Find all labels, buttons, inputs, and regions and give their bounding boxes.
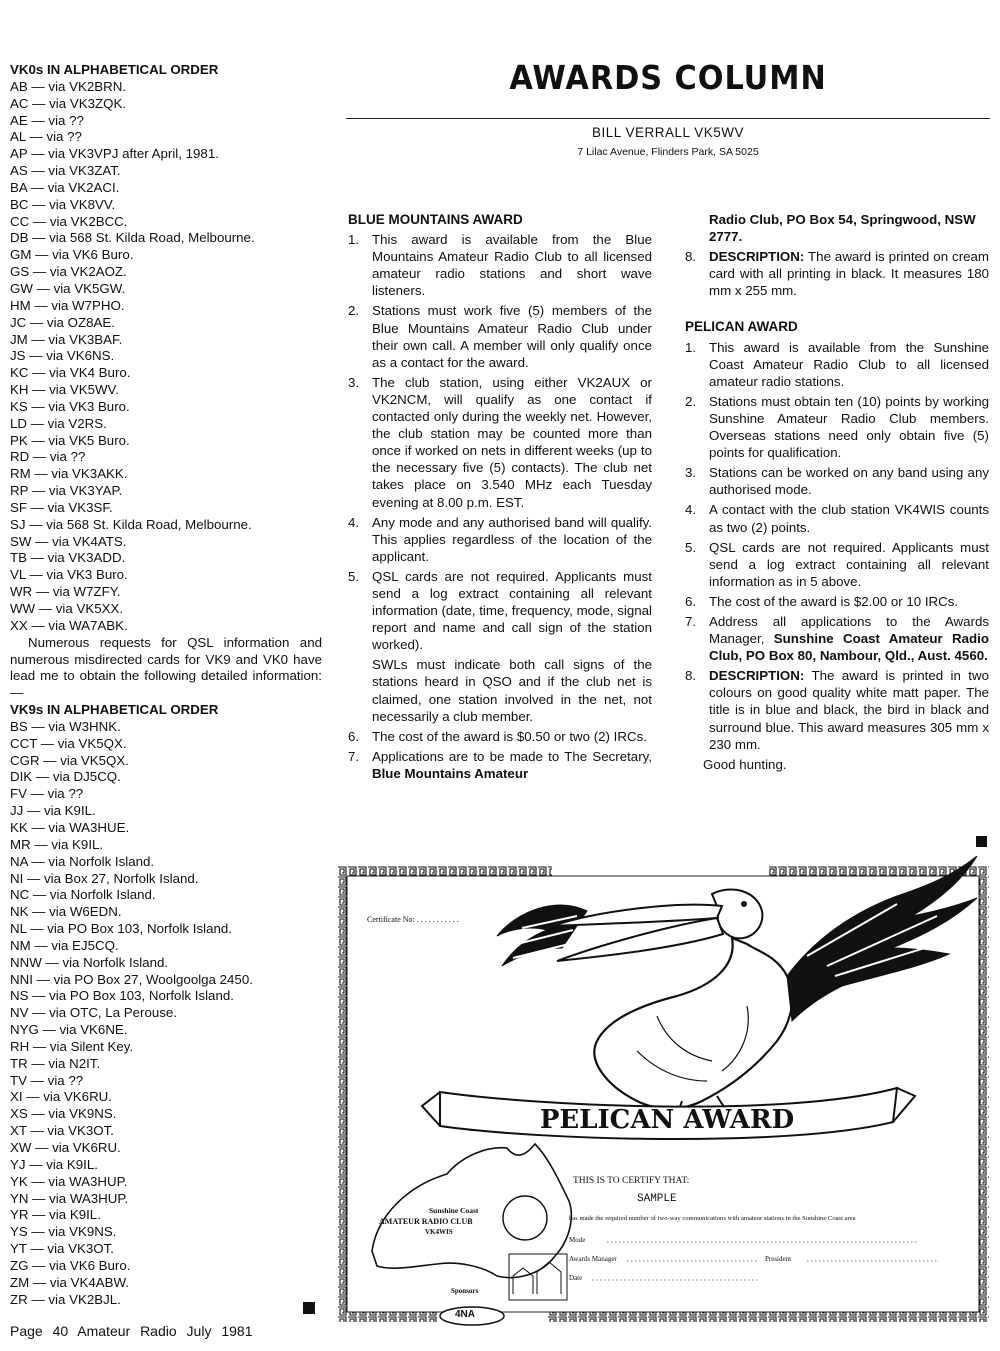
closing-line: Good hunting. — [703, 756, 787, 772]
vk0-entry: RD — via ?? — [10, 449, 86, 465]
vk9-entry: NA — via Norfolk Island. — [10, 853, 155, 869]
rule-item: 2. Stations must work five (5) members of the Blue Mountains Amateur Radio Club under their own call. A member will only qualify once as a contact for the award. — [348, 303, 652, 370]
vk9-entry: CGR — via VK5QX. — [10, 752, 129, 768]
vk9-entry: NK — via W6EDN. — [10, 904, 122, 920]
rule-item: 6. The cost of the award is $2.00 or 10 IRCs. — [685, 593, 959, 609]
rule-item: 6. The cost of the award is $0.50 or two (2) IRCs. — [348, 728, 647, 744]
vk9-entry: YR — via K9IL. — [10, 1207, 101, 1223]
vk0-entry: WR — via W7ZFY. — [10, 584, 121, 600]
rule-item: 3. Stations can be worked on any band using any authorised mode. — [685, 465, 989, 498]
vk9-entry: YN — via WA3HUP. — [10, 1190, 129, 1206]
vk0-heading: VK0s IN ALPHABETICAL ORDER — [10, 62, 219, 77]
rule-item: 4. A contact with the club station VK4WIS counts as two (2) points. — [685, 502, 989, 535]
vk9-entry: ZR — via VK2BJL. — [10, 1291, 121, 1307]
vk0-entry: WW — via VK5XX. — [10, 601, 124, 616]
vk0-entry: AS — via VK3ZAT. — [10, 163, 121, 179]
vk9-entry: NI — via Box 27, Norfolk Island. — [10, 870, 199, 886]
border-bottom-left — [337, 1312, 437, 1322]
vk9-entry: XS — via VK9NS. — [10, 1106, 117, 1122]
border-top-left — [337, 866, 552, 876]
vk0-entry: JC — via OZ8AE. — [10, 314, 115, 330]
blue-mountains-column — [348, 211, 652, 785]
vk9-entry: YT — via VK3OT. — [10, 1241, 114, 1257]
vk0-entry: AB — via VK2BRN. — [10, 78, 127, 94]
rule-item: 7. Address all applications to the Awards Manager, Sunshine Coast Amateur Radio Club, PO Box 80, Nambour, Qld., Aust. 4560. — [685, 613, 989, 664]
president-label: President — [765, 1255, 792, 1263]
vk9-entry: XW — via VK6RU. — [10, 1140, 121, 1155]
vk9-entry: BS — via W3HNK. — [10, 718, 121, 734]
blue-mountains-heading: BLUE MOUNTAINS AWARD — [348, 212, 523, 227]
page-footer: Page 40 Amateur Radio July 1981 — [10, 1323, 253, 1339]
vk9-entry: TV — via ?? — [10, 1072, 84, 1088]
vk9-entry: KK — via WA3HUE. — [10, 819, 130, 835]
vk0-entry: AE — via ?? — [10, 112, 84, 128]
vk0-entry: KC — via VK4 Buro. — [10, 365, 131, 381]
rule-item: 5. QSL cards are not required. Applicants must send a log extract containing all relevant information as in 5 above. — [685, 539, 989, 589]
vk0-entry: JM — via VK3BAF. — [10, 331, 123, 347]
rule-item: 1. This award is available from the Blue Mountains Amateur Radio Club to all licensed amateur radio stations and short wave listeners. — [348, 232, 652, 299]
vk9-entry: YK — via WA3HUP. — [10, 1173, 128, 1189]
vk0-entry: KS — via VK3 Buro. — [10, 398, 130, 414]
vk9-entry: XT — via VK3OT. — [10, 1123, 114, 1139]
rule-item: 1. This award is available from the Sunshine Coast Amateur Radio Club to all licensed amateur radio stations. — [685, 339, 989, 389]
rule-item: 3. The club station, using either VK2AUX or VK2NCM, will qualify as one contact if contacted only during the weekly net. However, the club station may be counted more than once if worked on nets in different weeks (up to the necessary five (5) contacts). The club net takes place on 3.540 MHz each Tuesday evening at 8.00 p.m. EST. — [348, 374, 652, 510]
rule-item: 2. Stations must obtain ten (10) points by working Sunshine Amateur Radio Club members. Overseas stations need only obtain five (5) points for qualification. — [685, 393, 989, 461]
vk0-entry: GS — via VK2AOZ. — [10, 264, 127, 280]
club-name-line2: AMATEUR RADIO CLUB — [379, 1217, 473, 1226]
vk9-entry: NV — via OTC, La Perouse. — [10, 1005, 178, 1021]
vk9-entry: NS — via PO Box 103, Norfolk Island. — [10, 988, 234, 1004]
vk9-entry: DIK — via DJ5CQ. — [10, 769, 121, 785]
end-mark — [303, 1302, 315, 1314]
page-title: AWARDS COLUMN — [509, 58, 827, 97]
rule-item: 4. Any mode and any authorised band will qualify. This applies regardless of the location of the applicant. — [348, 514, 652, 564]
vk0-entry: GM — via VK6 Buro. — [10, 247, 134, 263]
vk9-entry: RH — via Silent Key. — [10, 1038, 134, 1054]
rule-item: 7. Applications are to be made to The Secretary, Blue Mountains Amateur — [348, 748, 652, 781]
swl-paragraph: SWLs must indicate both call signs of the stations heard in QSO and if the club net is claimed, one station involved in the net, not necessarily a club member. — [372, 657, 652, 724]
title-rule — [346, 118, 990, 119]
certificate-statement: has made the required number of two-way communications with amateur stations in the Sunshine Coast area — [569, 1215, 856, 1222]
vk0-entry: CC — via VK2BCC. — [10, 213, 128, 229]
author-address: 7 Lilac Avenue, Flinders Park, SA 5025 — [577, 146, 759, 158]
vk9-entry: NYG — via VK6NE. — [10, 1022, 128, 1038]
end-mark — [976, 836, 987, 847]
date-label: Date — [569, 1274, 583, 1282]
author-name: BILL VERRALL VK5WV — [591, 125, 745, 140]
mode-label: Mode — [569, 1236, 586, 1244]
certificate-number-field: Certificate No: . . . . . . . . . . . — [367, 915, 459, 924]
rule-item: 8. DESCRIPTION: The award is printed in two colours on good quality white matt paper. The title is in blue and black, the bird in black and surround blue. This award measures 305 mm x 230 mm. — [685, 668, 989, 752]
vk9-entry: TR — via N2IT. — [10, 1055, 101, 1071]
vk0-entry: AP — via VK3VPJ after April, 1981. — [10, 146, 219, 162]
pelican-award-certificate — [337, 856, 989, 1331]
pelican-heading: PELICAN AWARD — [685, 319, 798, 335]
vk9-entry: MR — via K9IL. — [10, 836, 104, 852]
vk9-entry: NL — via PO Box 103, Norfolk Island. — [10, 921, 232, 937]
vk9-entry: YJ — via K9IL. — [10, 1156, 98, 1172]
qsl-info-column — [10, 62, 322, 1308]
sponsor-logo-text: 4NA — [455, 1309, 476, 1320]
vk9-heading: VK9s IN ALPHABETICAL ORDER — [10, 702, 219, 718]
vk0-entry: DB — via 568 St. Kilda Road, Melbourne. — [10, 230, 255, 246]
rule-item: 8. DESCRIPTION: The award is printed on cream card with all printing in black. It measures 180 mm x 255 mm. — [685, 249, 989, 299]
vk0-entry: BC — via VK8VV. — [10, 196, 116, 212]
blue-mountains-address: Radio Club, PO Box 54, Springwood, NSW 2777. — [709, 212, 976, 245]
vk9-entry: CCT — via VK5QX. — [10, 735, 127, 751]
vk9-entry: ZG — via VK6 Buro. — [10, 1257, 131, 1273]
vk0-entry: AL — via ?? — [10, 129, 82, 145]
recipient-name: SAMPLE — [637, 1193, 677, 1205]
vk0-entry: AC — via VK3ZQK. — [10, 95, 127, 111]
vk9-entry: JJ — via K9IL. — [10, 803, 96, 819]
vk9-entry: NNW — via Norfolk Island. — [10, 954, 169, 970]
club-name-line1: Sunshine Coast — [429, 1206, 479, 1215]
vk0-entry: RM — via VK3AKK. — [10, 466, 128, 482]
vk0-entry: SF — via VK3SF. — [10, 499, 113, 515]
intro-paragraph: Numerous requests for QSL information and numerous misdirected cards for VK9 and VK0 have lead me to obtain the following detailed information:— — [10, 634, 322, 701]
vk9-entry: NM — via EJ5CQ. — [10, 937, 119, 953]
vk0-entry: XX — via WA7ABK. — [10, 617, 128, 633]
vk9-list — [10, 719, 322, 1309]
awards-manager-label: Awards Manager — [569, 1255, 617, 1263]
pelican-column — [685, 211, 989, 773]
vk0-entry: SW — via VK4ATS. — [10, 533, 127, 549]
vk0-entry: BA — via VK2ACI. — [10, 179, 120, 195]
vk9-entry: XI — via VK6RU. — [10, 1089, 112, 1105]
vk9-entry: YS — via VK9NS. — [10, 1224, 117, 1240]
vk0-entry: JS — via VK6NS. — [10, 348, 115, 364]
vk9-entry: NC — via Norfolk Island. — [10, 887, 156, 903]
vk0-entry: KH — via VK5WV. — [10, 382, 119, 398]
vk0-entry: SJ — via 568 St. Kilda Road, Melbourne. — [10, 516, 252, 532]
club-callsign: VK4WIS — [425, 1228, 453, 1236]
rule-item: 5. QSL cards are not required. Applicants must send a log extract containing all relevant information (date, time, frequency, mode, signal report and name and call sign of the station worked). — [348, 568, 652, 653]
certificate-artwork — [337, 856, 989, 1331]
vk0-entry: LD — via V2RS. — [10, 415, 107, 431]
vk0-entry: VL — via VK3 Buro. — [10, 567, 128, 583]
award-title-text: PELICAN AWARD — [539, 1105, 795, 1135]
vk0-entry: GW — via VK5GW. — [10, 280, 126, 296]
vk9-entry: FV — via ?? — [10, 786, 84, 802]
border-bottom-right — [547, 1312, 989, 1322]
vk9-entry: NNI — via PO Box 27, Woolgoolga 2450. — [10, 971, 253, 987]
vk0-entry: TB — via VK3ADD. — [10, 550, 126, 566]
vk0-entry: PK — via VK5 Buro. — [10, 432, 130, 448]
sponsors-label: Sponsors — [451, 1287, 479, 1295]
map-highlight-circle — [503, 1196, 547, 1240]
vk0-entry: RP — via VK3YAP. — [10, 483, 123, 499]
certify-line: THIS IS TO CERTIFY THAT: — [573, 1176, 690, 1186]
vk0-list — [10, 79, 322, 635]
border-right — [979, 866, 989, 1322]
border-left — [337, 866, 347, 1322]
vk0-entry: HM — via W7PHO. — [10, 297, 125, 313]
vk9-entry: ZM — via VK4ABW. — [10, 1274, 129, 1290]
